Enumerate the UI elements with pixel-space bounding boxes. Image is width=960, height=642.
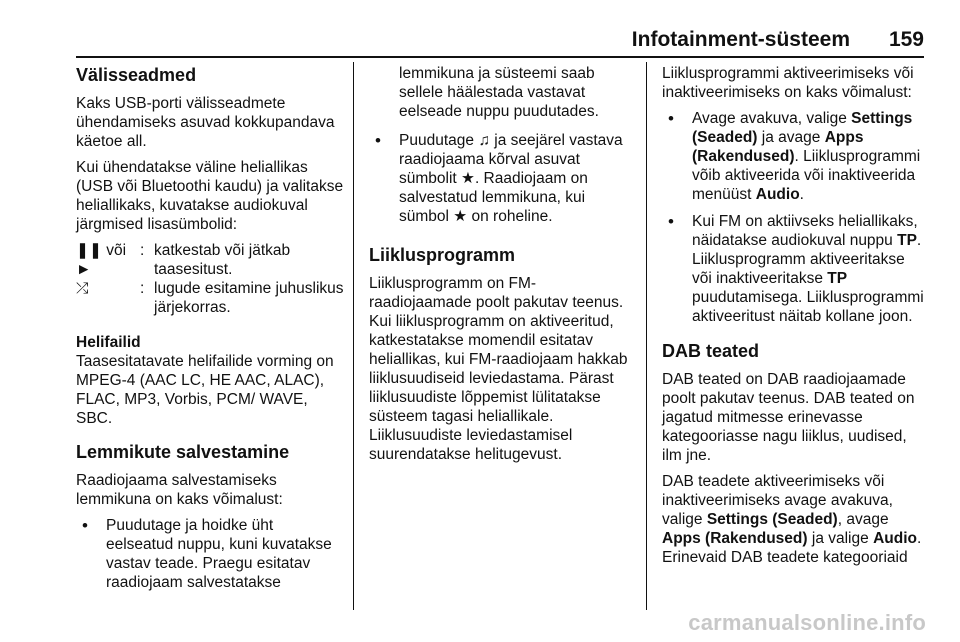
bullet-dot: • <box>82 516 88 535</box>
shuffle-icon: ⤮ <box>76 280 89 297</box>
paragraph: Raadiojaama salvestamiseks lemmikuna on kaks võimalust: <box>76 472 283 508</box>
heading-dab-announcements: DAB teated <box>662 341 760 361</box>
paragraph: DAB teadete aktiveerimiseks või inaktiveerimiseks avage avakuva, valige Settings (Seaded), avage Apps (Rakendused) ja valige Audio. Erinevaid DAB teadete kategooriaid <box>662 473 922 566</box>
star-icon: ★ <box>461 170 475 187</box>
column-divider-2 <box>646 62 647 610</box>
symbol-table <box>76 241 344 317</box>
list-item: • Avage avakuva, valige Settings (Seaded) ja avage Apps (Rakendused). Liiklusprogrammi võib aktiveerida või inaktiveerida menüüst Audio. <box>668 109 921 203</box>
menu-reference: Settings (Seaded) <box>692 110 913 146</box>
symbol-colon: : <box>140 242 145 259</box>
list-item: • Puudutage ♫ ja seejärel vastava raadiojaama kõrval asuvat sümbolit ★. Raadiojaam on salvestatud lemmikuna, kui sümbol ★ on roheline. <box>375 131 623 225</box>
paragraph: Kaks USB-porti välisseadmete ühendamiseks asuvad kokkupandava käetoe all. <box>76 95 335 150</box>
button-reference: TP <box>827 270 848 287</box>
column-1 <box>76 64 344 600</box>
symbol-row <box>76 279 344 317</box>
symbol-row <box>76 241 344 279</box>
bullet-dot: • <box>375 131 381 150</box>
column-divider-1 <box>353 62 354 610</box>
menu-reference: Apps (Rakendused) <box>662 530 808 547</box>
star-icon: ★ <box>453 208 468 225</box>
pause-play-icon: ❚❚ või ► <box>76 242 127 278</box>
list-item: • Kui FM on aktiivseks heliallikaks, näidatakse audiokuval nuppu TP. Liiklusprogramm aktiveeritakse või inaktiveeritakse TP puudutamisega. Liiklusprogrammi aktiveeritust näitab kollane joon. <box>668 212 924 325</box>
paragraph: Liiklusprogramm on FM-raadiojaamade poolt pakutav teenus. Kui liiklusprogramm on aktiveeritud, katkestatakse momendil esitatav heliallikas, kui FM-raadiojaam hakkab liiklusuudiseid leviedastama. Pärast liiklusuudiste lõppemist lülitatakse süsteem tagasi heliallikale. Liiklusuudiste leviedastamisel suurendatakse helitugevust. <box>369 275 628 463</box>
symbol-description: lugude esitamine juhuslikus järjekorras. <box>154 280 344 316</box>
page-header-title: Infotainment-süsteem <box>631 28 850 51</box>
menu-reference: Audio <box>873 530 917 547</box>
symbol-description: katkestab või jätkab taasesitust. <box>154 242 291 278</box>
column-2 <box>369 64 635 471</box>
watermark: carmanualsonline.info <box>688 610 926 635</box>
button-reference: TP <box>897 232 917 249</box>
heading-traffic-programme: Liiklusprogramm <box>369 245 516 265</box>
paragraph: Liiklusprogrammi aktiveerimiseks või inaktiveerimiseks on kaks võimalust: <box>662 65 914 101</box>
heading-external-devices: Välisseadmed <box>76 65 197 85</box>
list-item-text: Puudutage ja hoidke üht eelseatud nuppu, kuni kuvatakse vastav teade. Praegu esitatav raadiojaam salvestatakse <box>106 517 332 591</box>
column-3 <box>662 64 928 574</box>
header-rule <box>76 56 924 58</box>
heading-saving-favourites: Lemmikute salvestamine <box>76 442 290 462</box>
subheading-audio-files: Helifailid <box>76 334 141 351</box>
bullet-dot: • <box>668 109 674 128</box>
favourites-icon: ♫ <box>478 132 490 149</box>
list-item-continued <box>369 64 635 121</box>
paragraph: Kui ühendatakse väline heliallikas (USB või Bluetoothi kaudu) ja valitakse heliallikaks, kuvatakse audiokuval järgmised lisasümbolid: <box>76 159 344 233</box>
bullet-dot: • <box>668 212 674 231</box>
paragraph: DAB teated on DAB raadiojaamade poolt pakutav teenus. DAB teated on jagatud mitmesse erinevasse kategooriasse nagu liiklus, uudised, ilm jne. <box>662 371 915 464</box>
menu-reference: Settings (Seaded) <box>706 511 838 528</box>
menu-reference: Apps (Rakendused) <box>692 129 864 165</box>
list-item <box>76 516 344 592</box>
symbol-colon: : <box>140 280 145 297</box>
paragraph: Taasesitatavate helifailide vorming on MPEG-4 (AAC LC, HE AAC, ALAC), FLAC, MP3, Vorbis, PCM/ WAVE, SBC. <box>76 353 334 427</box>
menu-reference: Audio <box>755 186 800 203</box>
page-number: 159 <box>888 28 924 51</box>
list-item-text: lemmikuna ja süsteemi saab sellele häälestada vastavat eelseade nuppu puudutades. <box>399 65 599 120</box>
